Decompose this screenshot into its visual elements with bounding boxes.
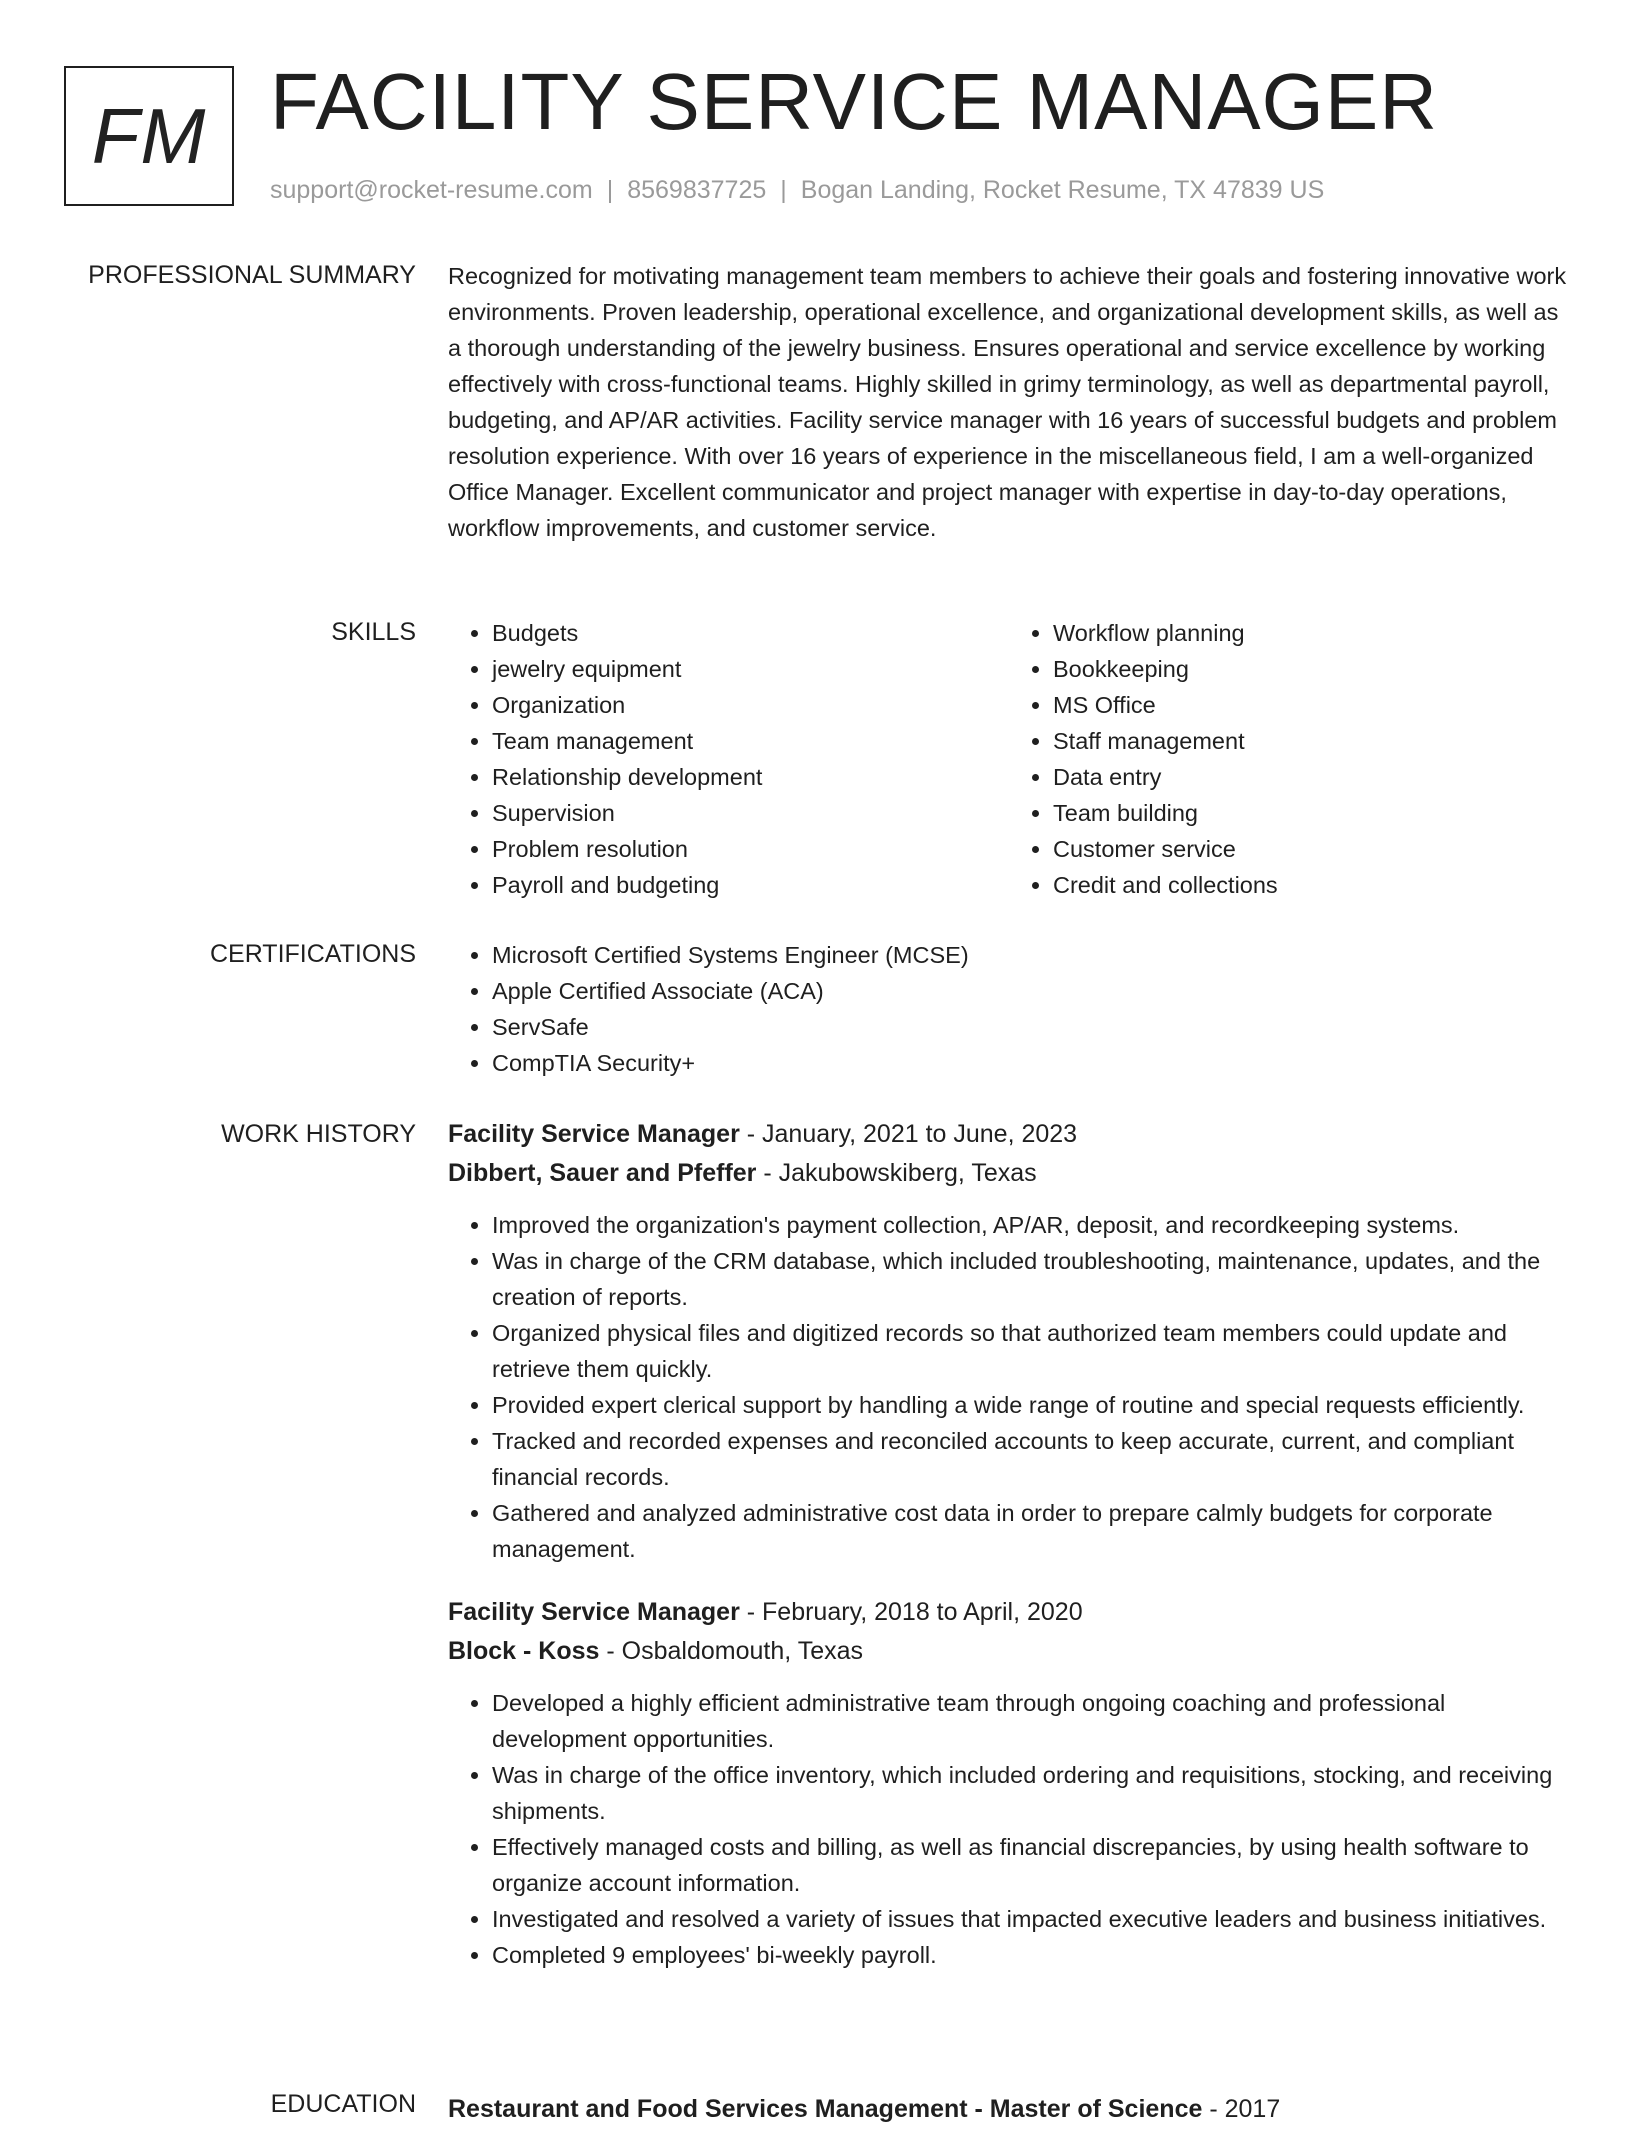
job-bullet: • Gathered and analyzed administrative cost data in order to prepare calmly budgets for corporate management.	[492, 1495, 1570, 1567]
skill-item: • Organization	[492, 687, 1009, 723]
monogram-box	[64, 66, 234, 206]
section-label-work-history: WORK HISTORY	[221, 1120, 416, 1148]
certification-item: • CompTIA Security+	[492, 1045, 1570, 1081]
job-bullet: • Was in charge of the office inventory, which included ordering and requisitions, stocking, and receiving shipments.	[492, 1757, 1570, 1829]
skill-item: • Bookkeeping	[1053, 651, 1570, 687]
skill-item: • Data entry	[1053, 759, 1570, 795]
work-history-body	[448, 1115, 1570, 1999]
skill-item: • Relationship development	[492, 759, 1009, 795]
skill-item: • Staff management	[1053, 723, 1570, 759]
job-bullets	[448, 1207, 1570, 1567]
education-line	[448, 2090, 1570, 2129]
certification-item: • Microsoft Certified Systems Engineer (MCSE)	[492, 937, 1570, 973]
certifications-list	[448, 937, 1570, 1081]
skill-item: • Problem resolution	[492, 831, 1009, 867]
skill-item: • Supervision	[492, 795, 1009, 831]
job-entry	[448, 1593, 1570, 1973]
job-bullet: • Provided expert clerical support by handling a wide range of routine and special requests efficiently.	[492, 1387, 1570, 1423]
contact-email: support@rocket-resume.com	[270, 176, 593, 204]
skill-item: • Payroll and budgeting	[492, 867, 1009, 903]
job-title-line	[448, 1115, 1570, 1154]
job-bullet: • Organized physical files and digitized records so that authorized team members could update and retrieve them quickly.	[492, 1315, 1570, 1387]
skill-item: • jewelry equipment	[492, 651, 1009, 687]
contact-line	[270, 176, 1324, 205]
education-year: - 2017	[1202, 2095, 1281, 2123]
job-dates: - February, 2018 to April, 2020	[739, 1598, 1083, 1626]
skill-item: • Credit and collections	[1053, 867, 1570, 903]
job-bullet: • Tracked and recorded expenses and reconciled accounts to keep accurate, current, and compliant financial records.	[492, 1423, 1570, 1495]
certifications-body	[448, 937, 1570, 1081]
section-label-certifications: CERTIFICATIONS	[209, 940, 416, 968]
skill-item: • Team building	[1053, 795, 1570, 831]
summary-body	[448, 258, 1570, 546]
job-dates: - January, 2021 to June, 2023	[739, 1120, 1078, 1148]
job-title: Facility Service Manager	[448, 1120, 740, 1148]
summary-text: Recognized for motivating management team members to achieve their goals and fostering innovative work environments. Proven leadership, operational excellence, and organizational development skills, as well as a thorough understanding of the jewelry business. Ensures operational and service excellence by working effectively with cross-functional teams. Highly skilled in grimy terminology, as well as departmental payroll, budgeting, and AP/AR activities. Facility service manager with 16 years of successful budgets and problem resolution experience. With over 16 years of experience in the miscellaneous field, I am a well-organized Office Manager. Excellent communicator and project manager with expertise in day-to-day operations, workflow improvements, and customer service.	[448, 263, 1567, 541]
job-title-line	[448, 1593, 1570, 1632]
skill-item: • Budgets	[492, 615, 1009, 651]
skills-body	[448, 615, 1570, 903]
job-company-line	[448, 1632, 1570, 1671]
job-bullet: • Effectively managed costs and billing, as well as financial discrepancies, by using health software to organize account information.	[492, 1829, 1570, 1901]
contact-phone: 8569837725	[627, 176, 767, 204]
section-label-skills: SKILLS	[331, 618, 416, 646]
education-body	[448, 2090, 1570, 2129]
job-location: - Jakubowskiberg, Texas	[756, 1159, 1037, 1187]
monogram-initials: FM	[91, 91, 207, 180]
contact-separator: |	[780, 176, 787, 204]
resume-name-title: FACILITY SERVICE MANAGER	[270, 57, 1439, 146]
job-company-line	[448, 1154, 1570, 1193]
certification-item: • Apple Certified Associate (ACA)	[492, 973, 1570, 1009]
section-label-summary: PROFESSIONAL SUMMARY	[88, 261, 416, 289]
skill-item: • Workflow planning	[1053, 615, 1570, 651]
skills-list-left	[448, 615, 1009, 903]
job-bullet: • Completed 9 employees' bi-weekly payroll.	[492, 1937, 1570, 1973]
job-company: Block - Koss	[448, 1637, 600, 1665]
skill-item: • Customer service	[1053, 831, 1570, 867]
job-bullet: • Improved the organization's payment collection, AP/AR, deposit, and recordkeeping systems.	[492, 1207, 1570, 1243]
section-label-education: EDUCATION	[270, 2090, 416, 2118]
job-bullet: • Was in charge of the CRM database, which included troubleshooting, maintenance, updates, and the creation of reports.	[492, 1243, 1570, 1315]
skill-item: • Team management	[492, 723, 1009, 759]
job-bullets	[448, 1685, 1570, 1973]
job-title: Facility Service Manager	[448, 1598, 740, 1626]
contact-address: Bogan Landing, Rocket Resume, TX 47839 US	[800, 176, 1325, 204]
job-bullet: • Developed a highly efficient administrative team through ongoing coaching and professional development opportunities.	[492, 1685, 1570, 1757]
contact-separator: |	[606, 176, 614, 204]
job-bullet: • Investigated and resolved a variety of issues that impacted executive leaders and business initiatives.	[492, 1901, 1570, 1937]
job-entry	[448, 1115, 1570, 1567]
job-location: - Osbaldomouth, Texas	[599, 1637, 863, 1665]
job-company: Dibbert, Sauer and Pfeffer	[448, 1159, 757, 1187]
education-degree: Restaurant and Food Services Management - Master of Science	[448, 2095, 1203, 2123]
skills-list-right	[1009, 615, 1570, 903]
certification-item: • ServSafe	[492, 1009, 1570, 1045]
skill-item: • MS Office	[1053, 687, 1570, 723]
